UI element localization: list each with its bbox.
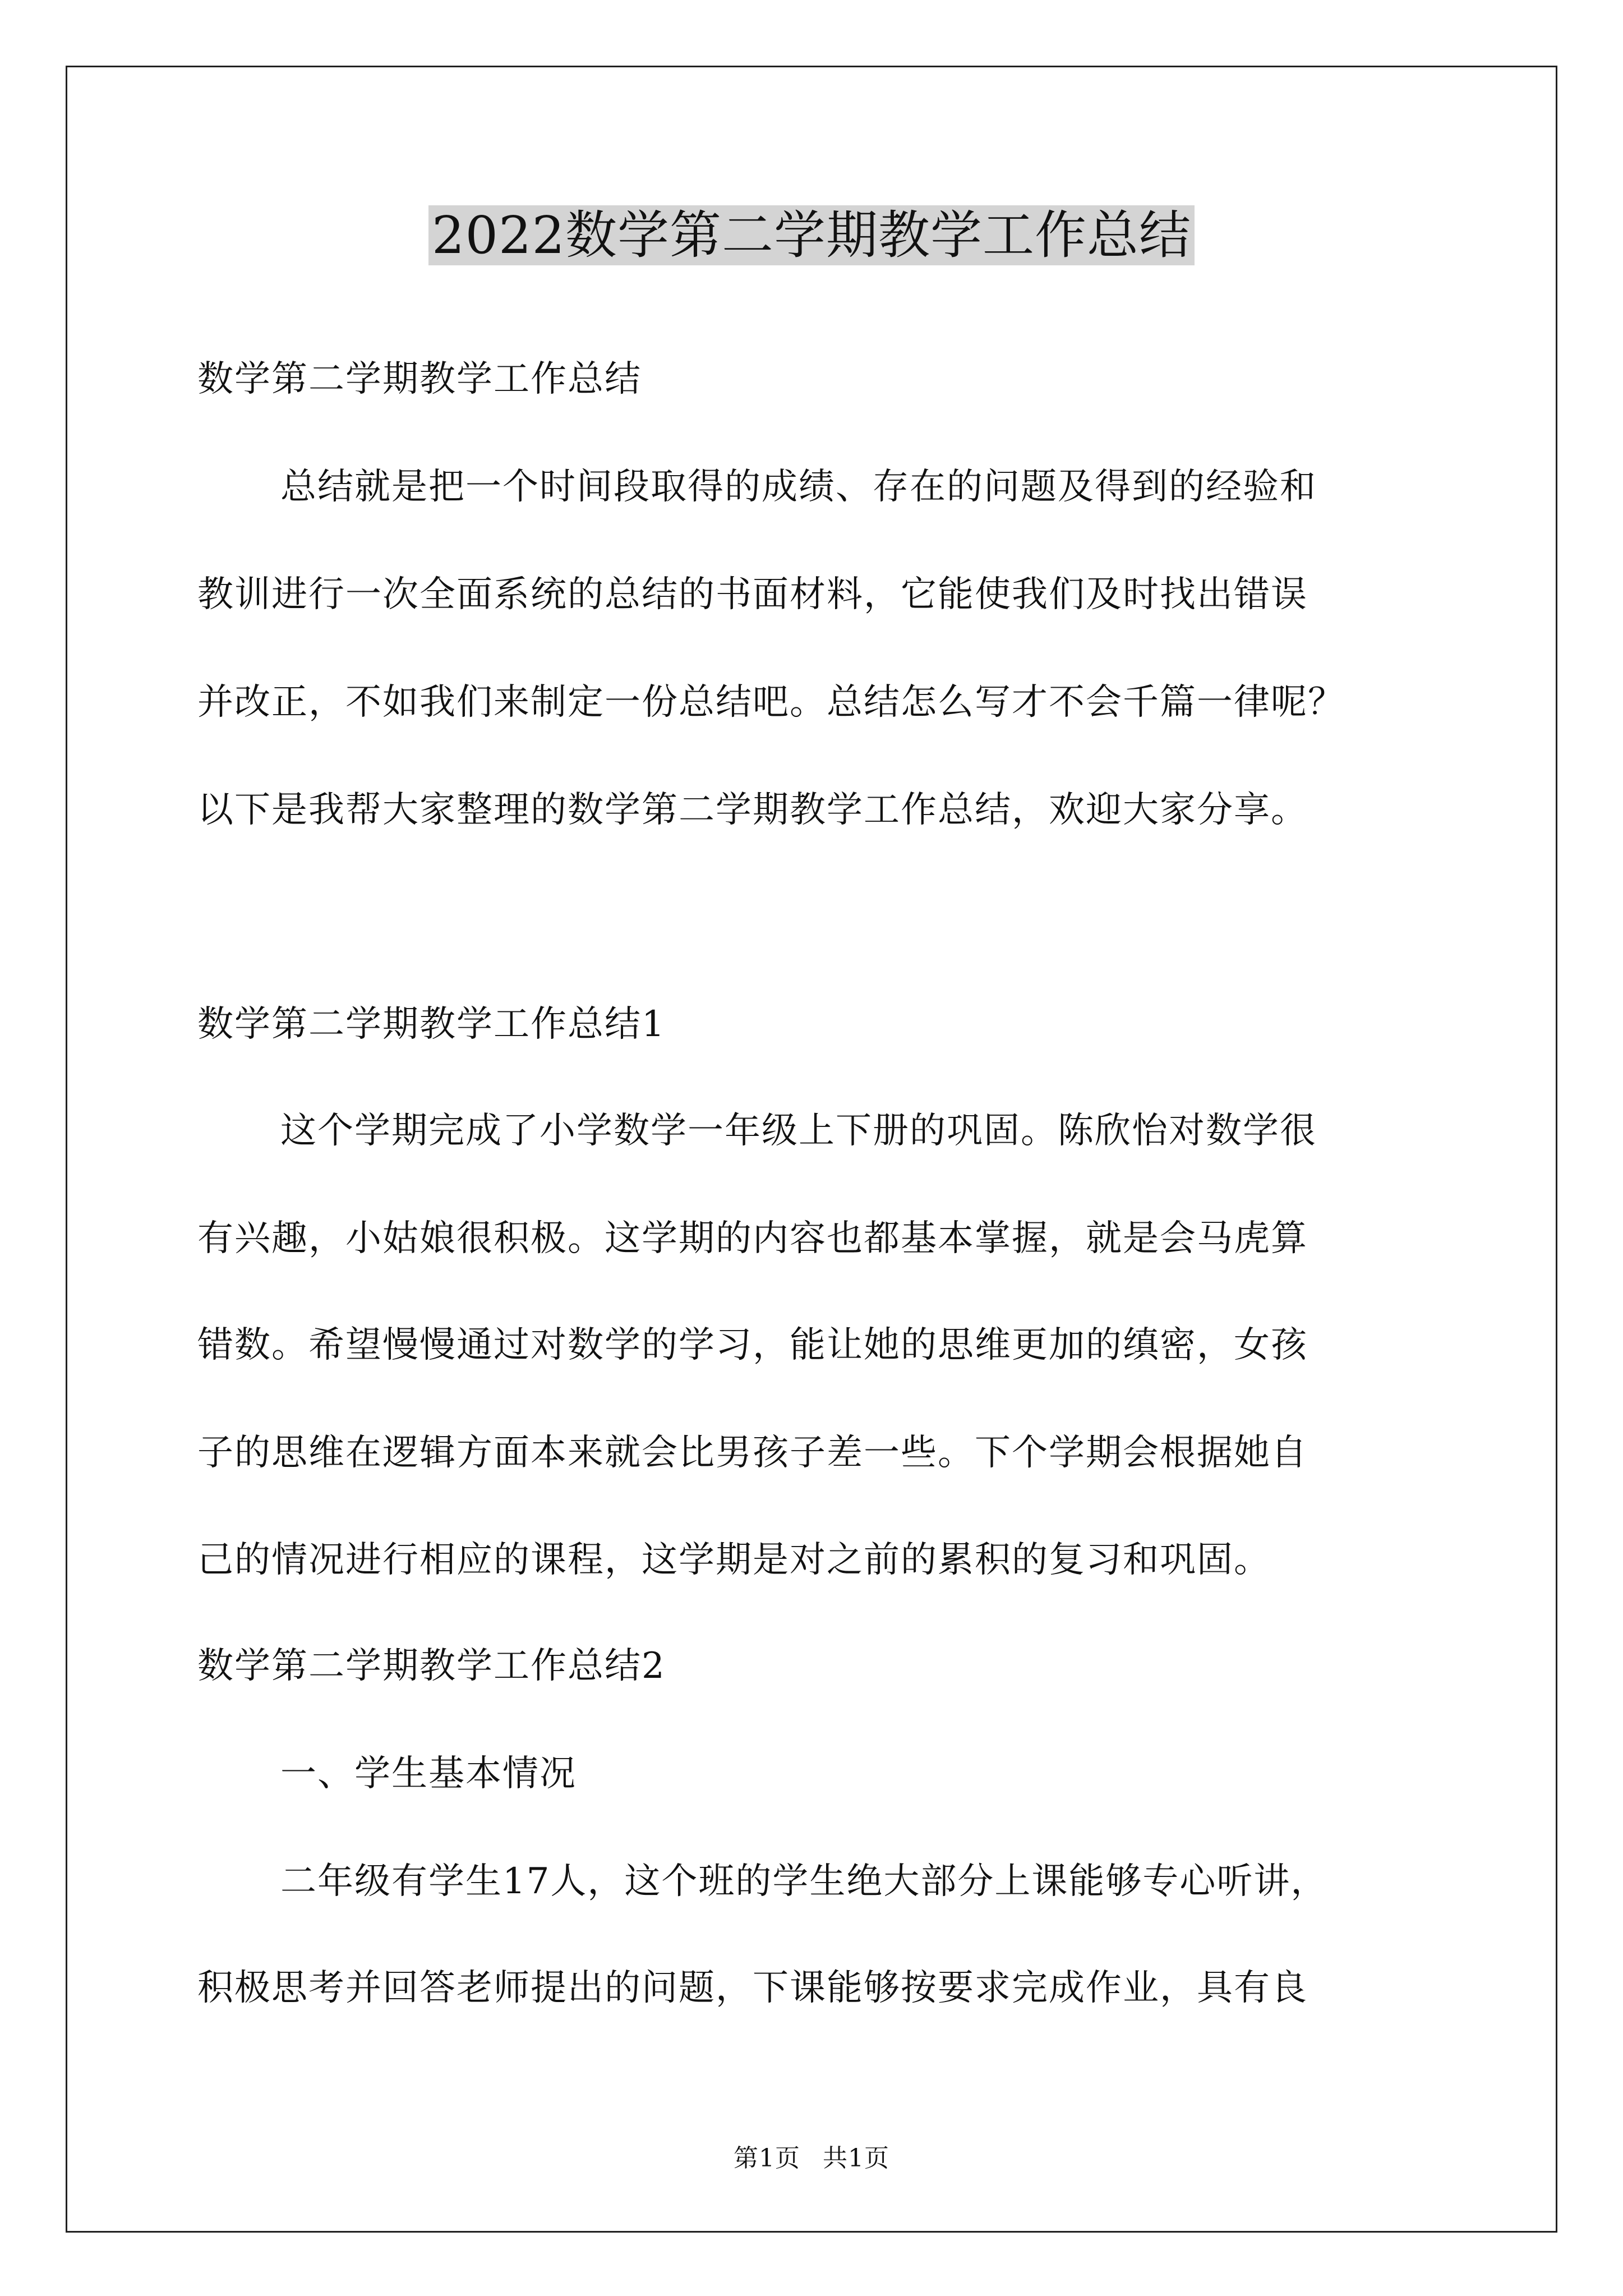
section-1-paragraph-line: 己的情况进行相应的课程，这学期是对之前的累积的复习和巩固。 xyxy=(197,1539,1271,1581)
page-total-label: 共1页 xyxy=(823,2144,889,2173)
page-number-label: 第1页 xyxy=(734,2144,800,2173)
section-heading-1: 数学第二学期教学工作总结1 xyxy=(197,1004,666,1045)
page-footer xyxy=(0,2142,1623,2175)
subsection-heading: 一、学生基本情况 xyxy=(280,1753,577,1795)
section-1-paragraph-line: 子的思维在逻辑方面本来就会比男孩子差一些。下个学期会根据她自 xyxy=(197,1432,1308,1474)
intro-paragraph-line: 并改正，不如我们来制定一份总结吧。总结怎么写才不会千篇一律呢？ xyxy=(197,682,1345,723)
section-1-paragraph-line: 这个学期完成了小学数学一年级上下册的巩固。陈欣怡对数学很 xyxy=(280,1110,1317,1152)
subtitle-line: 数学第二学期教学工作总结 xyxy=(197,358,642,400)
section-1-paragraph-line: 有兴趣，小姑娘很积极。这学期的内容也都基本掌握，就是会马虎算 xyxy=(197,1218,1308,1259)
section-heading-2: 数学第二学期教学工作总结2 xyxy=(197,1645,666,1687)
intro-paragraph-line: 总结就是把一个时间段取得的成绩、存在的问题及得到的经验和 xyxy=(280,466,1317,508)
section-2-paragraph-line: 二年级有学生17人，这个班的学生绝大部分上课能够专心听讲， xyxy=(280,1861,1328,1902)
section-2-paragraph-line: 积极思考并回答老师提出的问题，下课能够按要求完成作业，具有良 xyxy=(197,1967,1308,2009)
document-title-text: 2022数学第二学期教学工作总结 xyxy=(428,205,1195,265)
document-title xyxy=(0,199,1623,272)
intro-paragraph-line: 以下是我帮大家整理的数学第二学期教学工作总结，欢迎大家分享。 xyxy=(197,789,1308,831)
intro-paragraph-line: 教训进行一次全面系统的总结的书面材料，它能使我们及时找出错误 xyxy=(197,574,1308,615)
section-1-paragraph-line: 错数。希望慢慢通过对数学的学习，能让她的思维更加的缜密，女孩 xyxy=(197,1324,1308,1366)
